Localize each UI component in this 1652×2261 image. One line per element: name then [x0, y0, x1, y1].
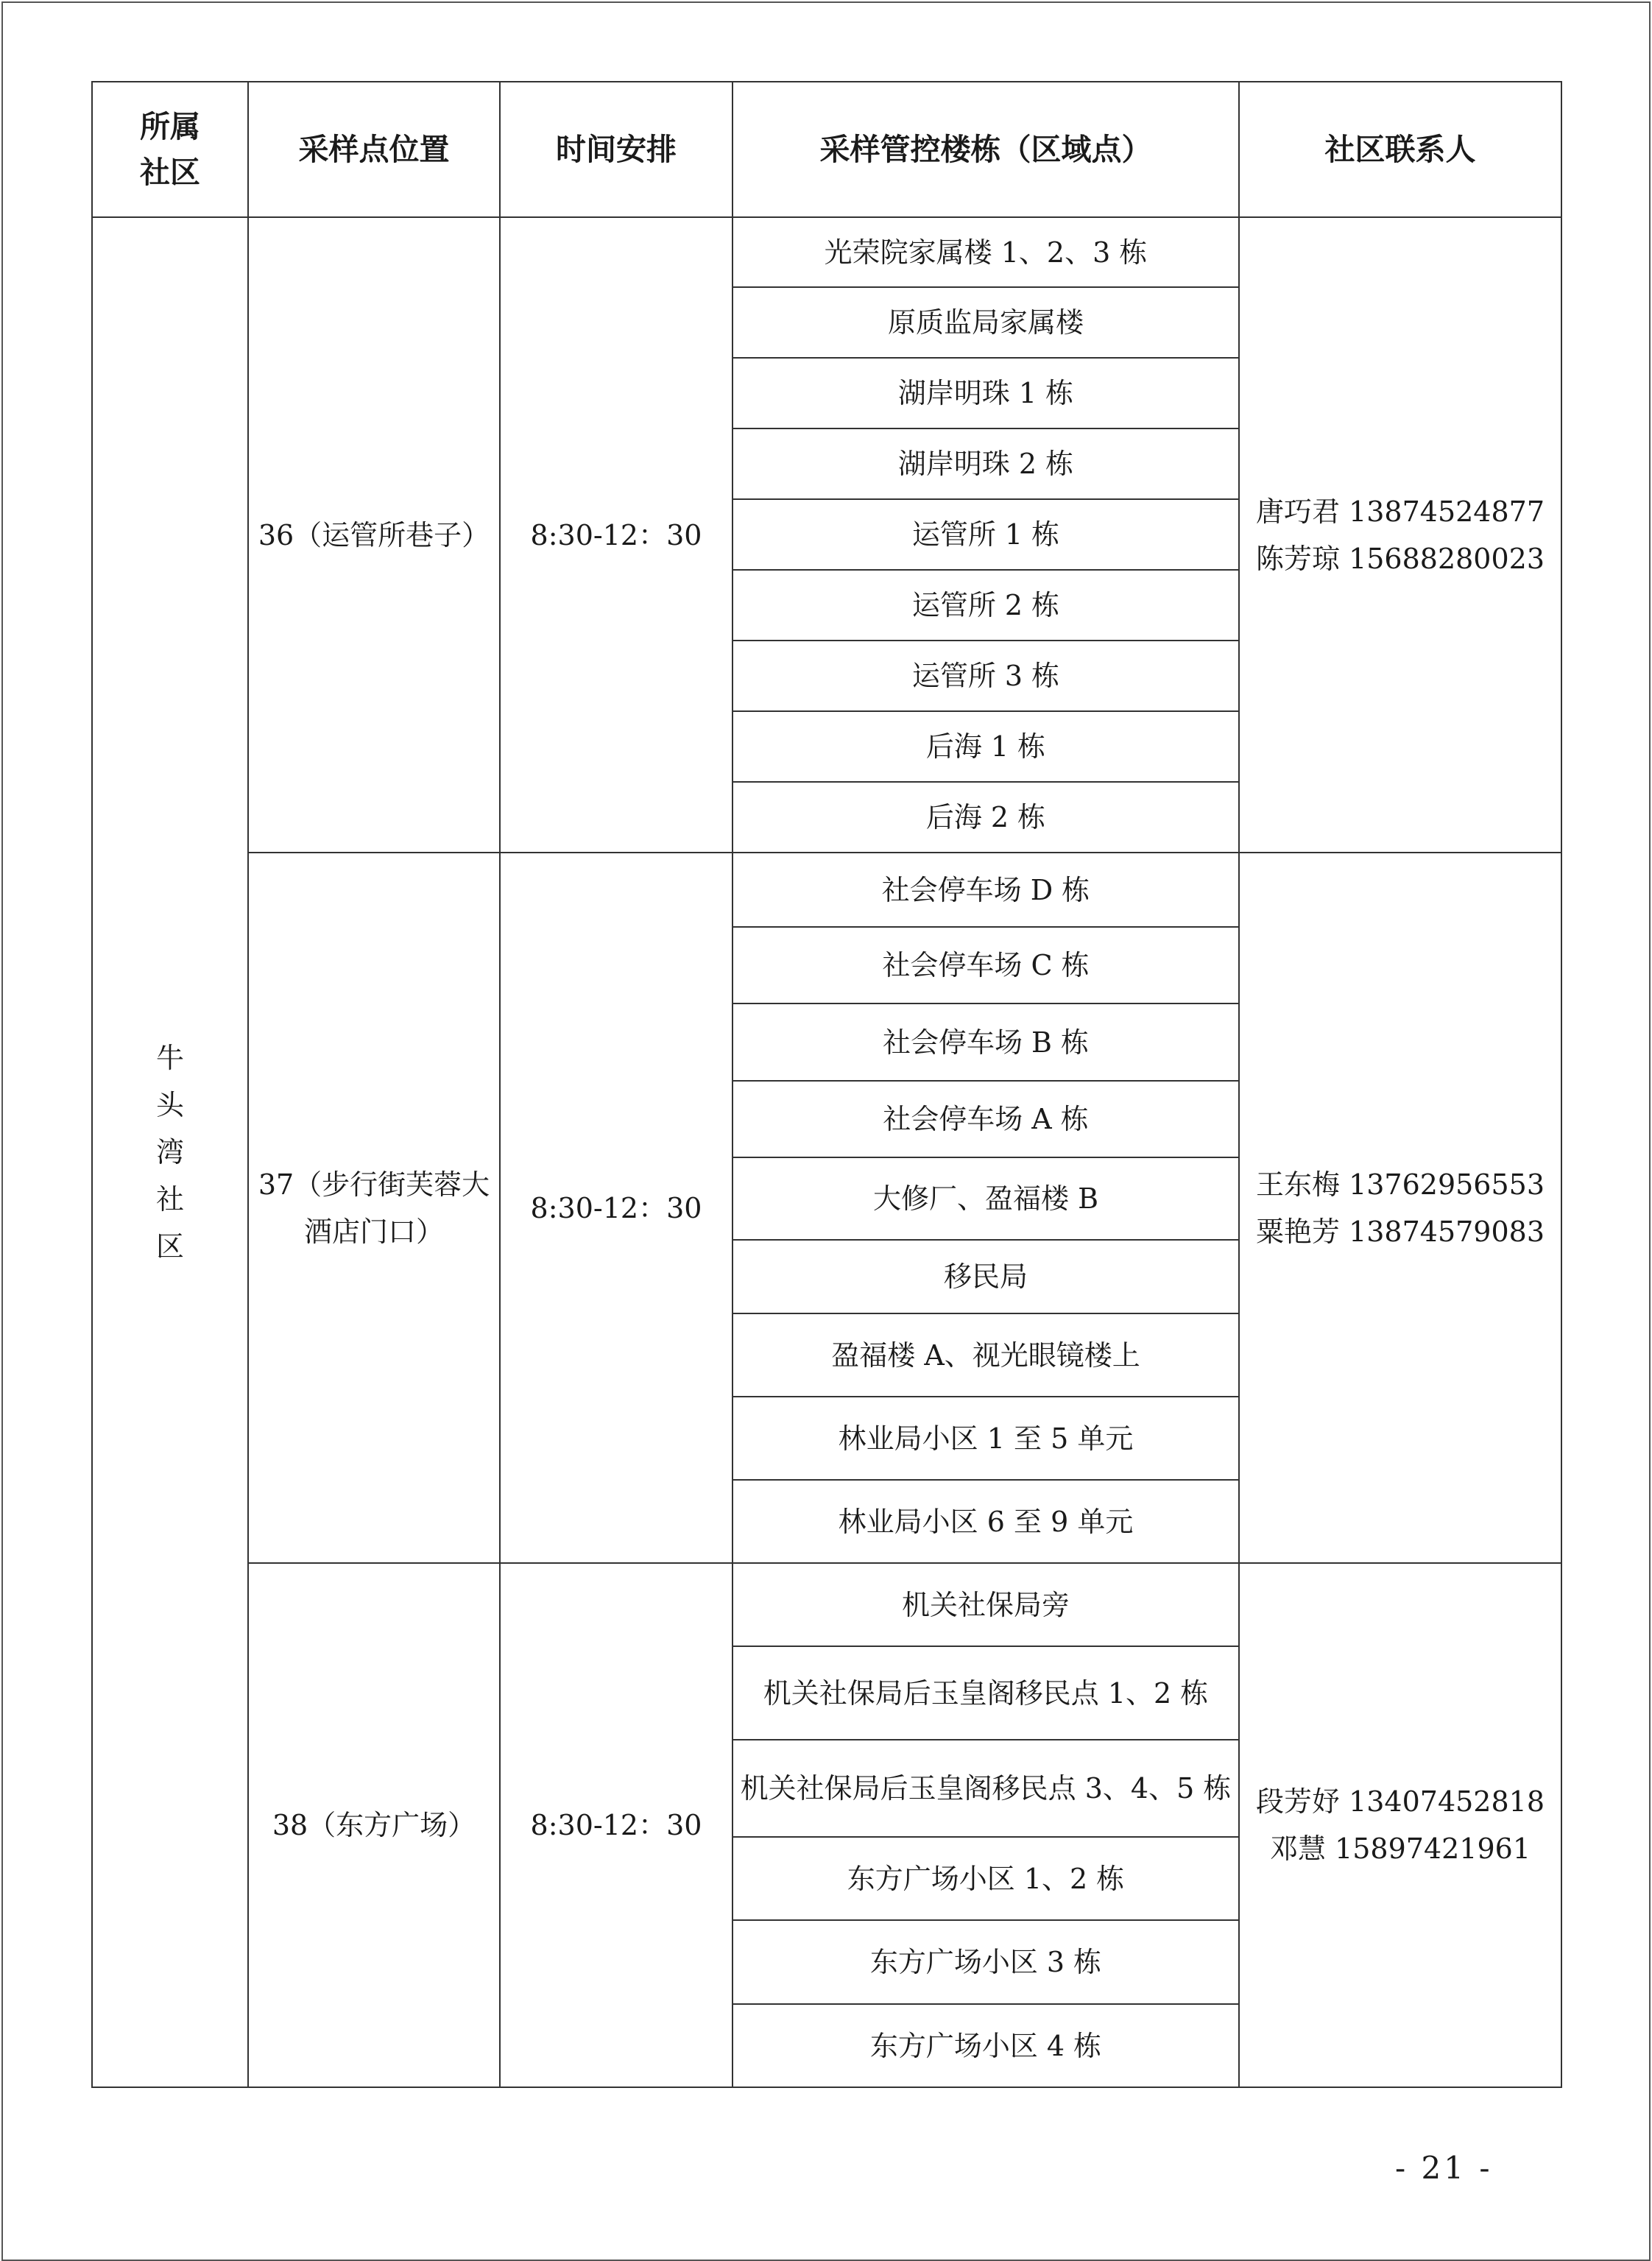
table-row — [92, 853, 1561, 927]
contact-cell: 王东梅 13762956553 粟艳芳 13874579083 — [1239, 853, 1561, 1563]
building-cell: 机关社保局后玉皇阁移民点 1、2 栋 — [733, 1646, 1239, 1740]
time-cell: 8:30-12：30 — [500, 1563, 733, 2087]
table-row — [92, 1563, 1561, 1646]
community-cell: 牛 头 湾 社 区 — [92, 217, 248, 2087]
building-cell: 东方广场小区 4 栋 — [733, 2004, 1239, 2087]
building-cell: 运管所 2 栋 — [733, 570, 1239, 641]
building-cell: 林业局小区 1 至 5 单元 — [733, 1397, 1239, 1480]
site-cell: 36（运管所巷子） — [248, 217, 500, 853]
header-buildings: 采样管控楼栋（区域点） — [733, 82, 1239, 217]
time-cell: 8:30-12：30 — [500, 853, 733, 1563]
building-cell: 原质监局家属楼 — [733, 287, 1239, 358]
building-cell: 湖岸明珠 2 栋 — [733, 428, 1239, 499]
building-cell: 运管所 3 栋 — [733, 641, 1239, 711]
building-cell: 后海 2 栋 — [733, 782, 1239, 853]
building-cell: 社会停车场 A 栋 — [733, 1081, 1239, 1157]
building-cell: 移民局 — [733, 1240, 1239, 1313]
building-cell: 社会停车场 C 栋 — [733, 927, 1239, 1003]
building-cell: 盈福楼 A、视光眼镜楼上 — [733, 1313, 1239, 1397]
building-cell: 湖岸明珠 1 栋 — [733, 358, 1239, 428]
header-site: 采样点位置 — [248, 82, 500, 217]
header-community: 所属 社区 — [92, 82, 248, 217]
building-cell: 光荣院家属楼 1、2、3 栋 — [733, 217, 1239, 287]
contact-cell: 唐巧君 13874524877 陈芳琼 15688280023 — [1239, 217, 1561, 853]
building-cell: 机关社保局旁 — [733, 1563, 1239, 1646]
building-cell: 社会停车场 D 栋 — [733, 853, 1239, 927]
site-cell: 38（东方广场） — [248, 1563, 500, 2087]
building-cell: 社会停车场 B 栋 — [733, 1003, 1239, 1081]
site-cell: 37（步行街芙蓉大酒店门口） — [248, 853, 500, 1563]
header-time: 时间安排 — [500, 82, 733, 217]
time-cell: 8:30-12：30 — [500, 217, 733, 853]
contact-cell: 段芳妤 13407452818 邓慧 15897421961 — [1239, 1563, 1561, 2087]
page-number: - 21 - — [1395, 2150, 1493, 2186]
table-row — [92, 217, 1561, 287]
building-cell: 后海 1 栋 — [733, 711, 1239, 782]
building-cell: 运管所 1 栋 — [733, 499, 1239, 570]
table-header-row — [92, 82, 1561, 217]
building-cell: 林业局小区 6 至 9 单元 — [733, 1480, 1239, 1563]
building-cell: 东方广场小区 1、2 栋 — [733, 1837, 1239, 1920]
header-contacts: 社区联系人 — [1239, 82, 1561, 217]
building-cell: 大修厂、盈福楼 B — [733, 1157, 1239, 1240]
building-cell: 东方广场小区 3 栋 — [733, 1920, 1239, 2004]
building-cell: 机关社保局后玉皇阁移民点 3、4、5 栋 — [733, 1740, 1239, 1837]
sampling-schedule-table — [91, 81, 1562, 2088]
